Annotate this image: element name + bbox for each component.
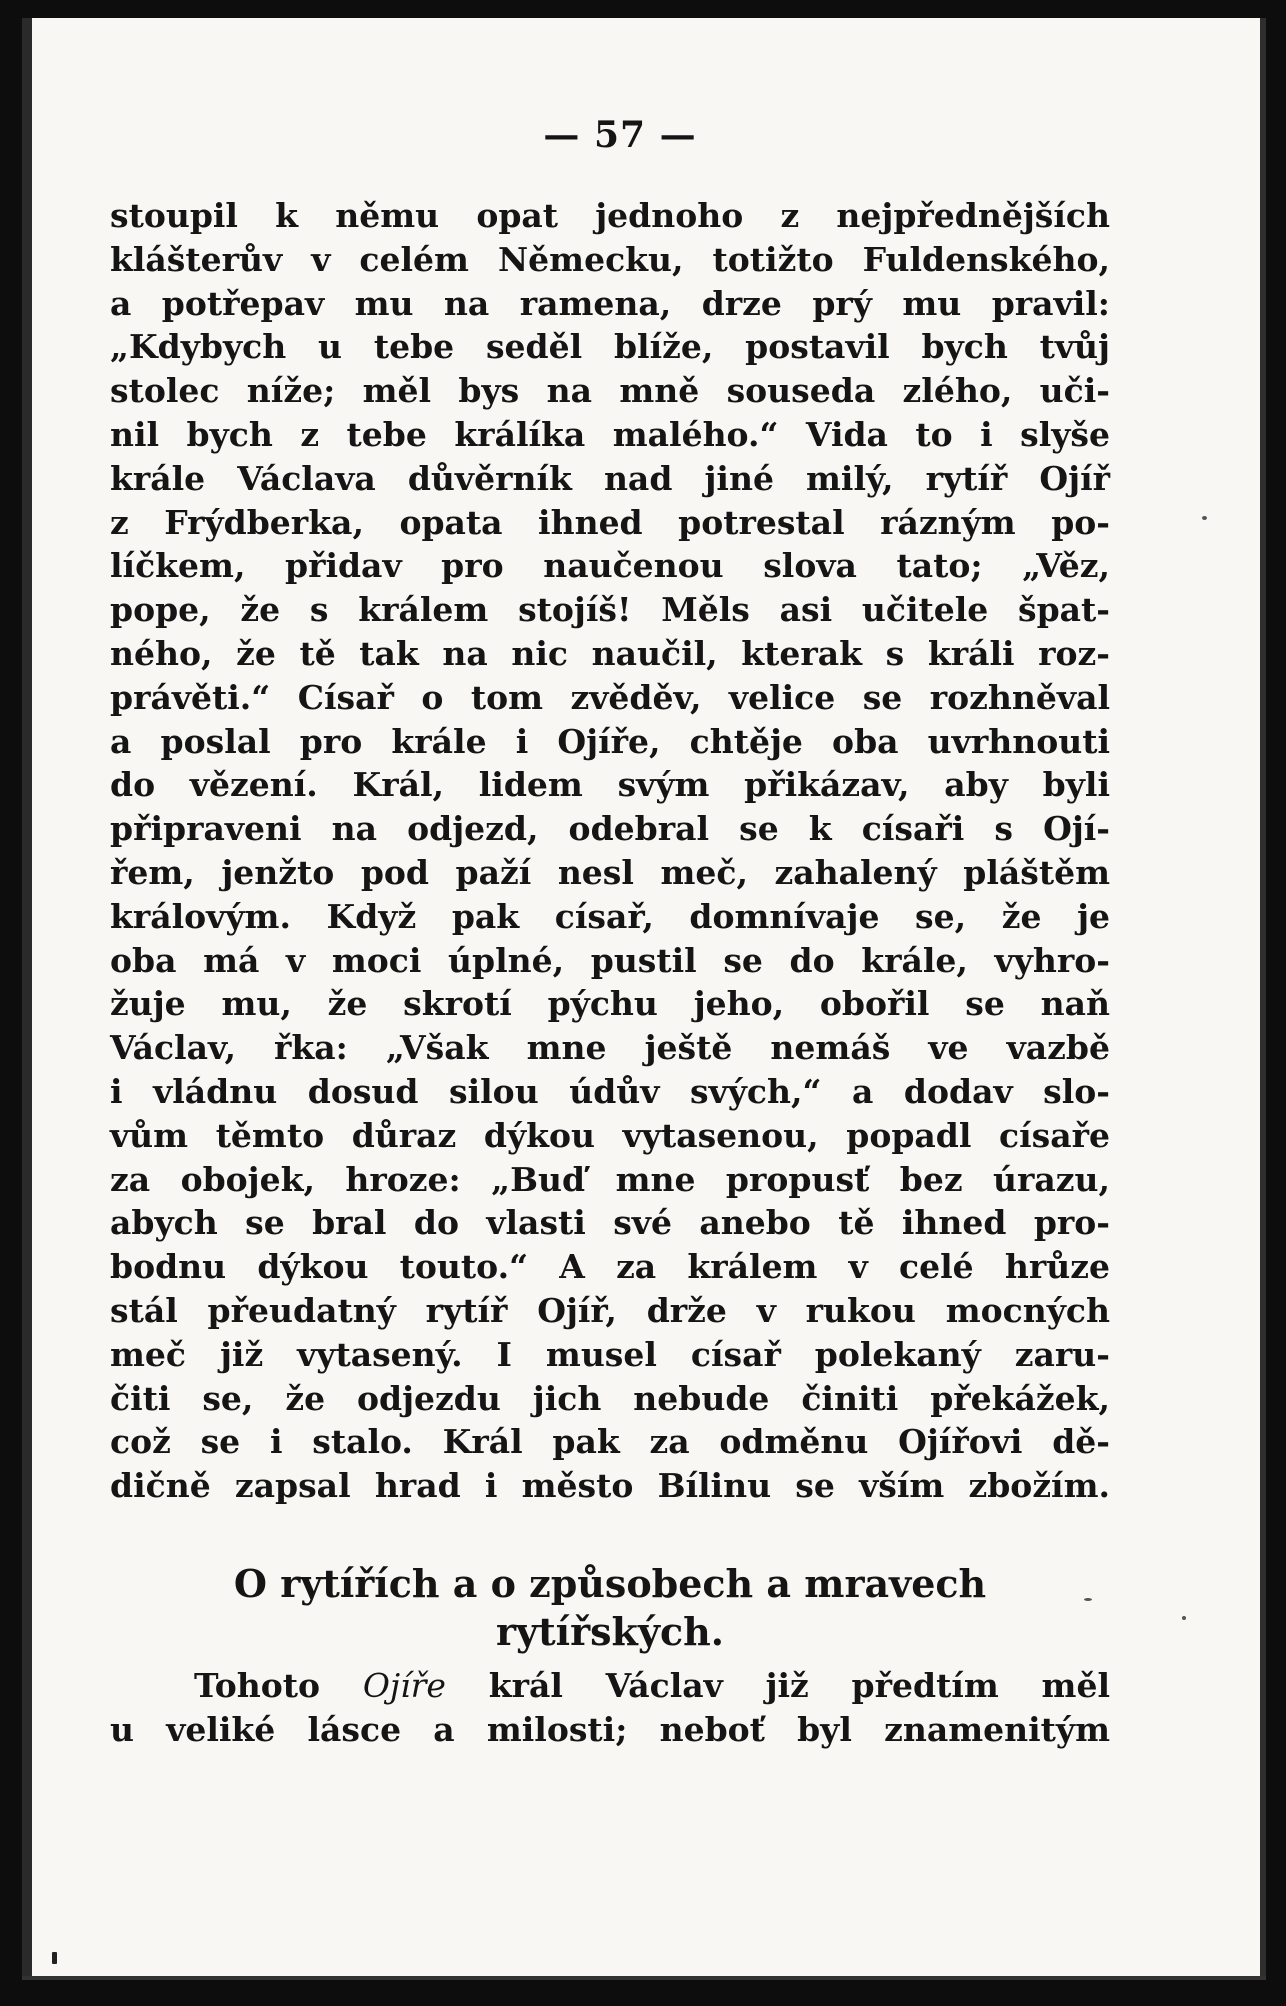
section-heading — [110, 1560, 1110, 1656]
text-line: u veliké lásce a milosti; neboť byl znamenitým — [110, 1709, 1110, 1749]
italic-name: Ojíře — [362, 1665, 446, 1705]
scanned-page — [22, 18, 1266, 1980]
text-line: což se i stalo. Král pak za odměnu Ojířovi dě- — [110, 1422, 1110, 1462]
text-line: „Kdybych u tebe seděl blíže, postavil bych tvůj — [110, 327, 1110, 367]
paragraph-2 — [110, 1664, 1110, 1752]
page-left-edge — [22, 18, 32, 1980]
text-line: abych se bral do vlasti své anebo tě ihned pro- — [110, 1203, 1110, 1243]
paragraph-1 — [110, 194, 1110, 1508]
text-line: dičně zapsal hrad i město Bílinu se vším zbožím. — [110, 1466, 1110, 1506]
ink-speck — [52, 1952, 57, 1964]
text-line: řem, jenžto pod paží nesl meč, zahalený pláštěm — [110, 852, 1110, 892]
text-line: právěti.“ Císař o tom zvěděv, velice se rozhněval — [110, 677, 1110, 717]
ink-speck — [1182, 1616, 1186, 1620]
heading-line: rytířských. — [496, 1608, 724, 1654]
text-line — [110, 1664, 1110, 1708]
text-line: žuje mu, že skrotí pýchu jeho, obořil se naň — [110, 984, 1110, 1024]
text-line: ného, že tě tak na nic naučil, kterak s králi roz- — [110, 633, 1110, 673]
text-span: král Václav již předtím měl — [488, 1665, 1110, 1705]
text-line: líčkem, přidav pro naučenou slova tato; „Věz, — [110, 546, 1110, 586]
page-right-edge — [1260, 18, 1266, 1980]
text-line: stolec níže; měl bys na mně souseda zlého, uči- — [110, 371, 1110, 411]
text-line: vům těmto důraz dýkou vytasenou, popadl císaře — [110, 1115, 1110, 1155]
text-line: do vězení. Král, lidem svým přikázav, aby byli — [110, 765, 1110, 805]
text-line: královým. Když pak císař, domnívaje se, že je — [110, 896, 1110, 936]
text-line: klášterův v celém Německu, totižto Fuldenského, — [110, 239, 1110, 279]
text-line: připraveni na odjezd, odebral se k císaři s Ojí- — [110, 809, 1110, 849]
text-line: a poslal pro krále i Ojíře, chtěje oba uvrhnouti — [110, 721, 1110, 761]
text-line: pope, že s králem stojíš! Měls asi učitele špat- — [110, 590, 1110, 630]
text-line: nil bych z tebe králíka malého.“ Vida to i slyše — [110, 414, 1110, 454]
text-line: z Frýdberka, opata ihned potrestal rázným po- — [110, 502, 1110, 542]
page-bottom-edge — [22, 1976, 1266, 1980]
page-content — [110, 114, 1110, 1752]
page-number: — 57 — — [543, 114, 697, 156]
text-line: krále Václava důvěrník nad jiné milý, rytíř Ojíř — [110, 458, 1110, 498]
text-line: Václav, řka: „Však mne ještě nemáš ve vazbě — [110, 1028, 1110, 1068]
text-span: Tohoto — [194, 1665, 321, 1705]
text-line: i vládnu dosud silou údův svých,“ a dodav slo- — [110, 1071, 1110, 1111]
text-line: za obojek, hroze: „Buď mne propusť bez úrazu, — [110, 1159, 1110, 1199]
text-line: stál přeudatný rytíř Ojíř, drže v rukou mocných — [110, 1290, 1110, 1330]
text-line: oba má v moci úplné, pustil se do krále, vyhro- — [110, 940, 1110, 980]
text-line: a potřepav mu na ramena, drze prý mu pravil: — [110, 283, 1110, 323]
ink-speck — [1202, 516, 1207, 520]
text-line: bodnu dýkou touto.“ A za králem v celé hrůze — [110, 1247, 1110, 1287]
text-line: čiti se, že odjezdu jich nebude činiti překážek, — [110, 1378, 1110, 1418]
text-line: meč již vytasený. I musel císař polekaný zaru- — [110, 1334, 1110, 1374]
heading-line: O rytířích a o způsobech a mravech — [233, 1560, 987, 1606]
text-line: stoupil k němu opat jednoho z nejpřednějších — [110, 196, 1110, 235]
